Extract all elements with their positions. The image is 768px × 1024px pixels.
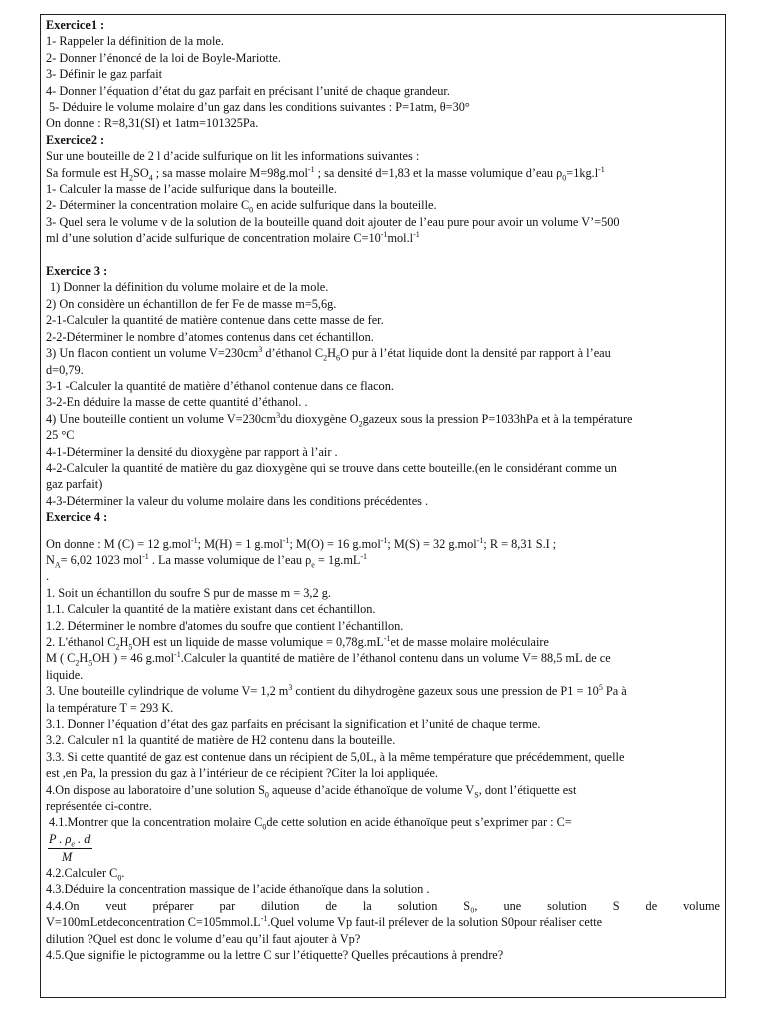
ex4-question-3-line2: la température T = 293 K. (46, 700, 174, 715)
ex4-question-4-5: 4.5.Que signifie le pictogramme ou la lettre C sur l’étiquette? Quelles précautions à prendre? (46, 947, 504, 962)
ex3-question-4-1: 4-1-Déterminer la densité du dioxygène par rapport à l’air . (46, 444, 338, 459)
ex1-given: On donne : R=8,31(SI) et 1atm=101325Pa. (46, 116, 259, 131)
ex3-question-4-3: 4-3-Déterminer la valeur du volume molaire dans les conditions précédentes . (46, 493, 429, 508)
ex4-question-3-1: 3.1. Donner l’équation d’état des gaz parfaits en précisant la signification et l’unité de chaque terme. (46, 717, 541, 732)
ex3-question-3-line2: d=0,79. (46, 362, 84, 377)
concentration-formula (46, 831, 720, 865)
ex3-question-2-1: 2-1-Calculer la quantité de matière contenue dans cette masse de fer. (46, 313, 384, 328)
ex3-question-1: 1) Donner la définition du volume molaire et de la mole. (50, 280, 329, 295)
ex4-question-3: 3. Une bouteille cylindrique de volume V= 1,2 $m^3$ contient du dihydrogène gazeux sous une pression de $P1 = 10^5$ Pa à (46, 683, 627, 699)
ex4-question-4-4-line2: V=100mLetdeconcentration $C=105mmol.L^{-1}.Quel$ volume Vp faut-il prélever de la solution S0pour réaliser cette (46, 914, 603, 930)
ex4-question-4-3: 4.3.Déduire la concentration massique de l’acide éthanoïque dans la solution . (46, 882, 430, 897)
ex4-question-2: 2. L'éthanol $C_2H_5OH$ est un liquide de masse volumique = $0,78g.mL^{-1}et$ de masse molaire moléculaire (46, 634, 549, 651)
ex3-question-4-2-line2: gaz parfait) (46, 477, 103, 492)
ex3-question-3-1: 3-1 -Calculer la quantité de matière d’éthanol contenue dans ce flacon. (46, 378, 394, 393)
ex4-question-3-2: 3.2. Calculer n1 la quantité de matière de H2 contenu dans la bouteille. (46, 733, 396, 748)
formula-numerator: P . $\rho_e$ . d (49, 831, 91, 849)
formula-denominator: M (62, 850, 73, 865)
ex4-question-3-3-line2: est ,en Pa, la pression du gaz à l’intérieur de ce récipient ?Citer la loi appliquée. (46, 766, 438, 781)
ex4-question-3-3-line1: 3.3. Si cette quantité de gaz est contenue dans un récipient de 5,0L, à la même température que précédemment, quelle (46, 749, 625, 764)
spacer (46, 247, 720, 263)
ex4-given-line1: On donne : M (C) = 12 g.mol$^{-1}$; M(H) = 1 g.mol$^{-1}$; M(O) = 16 g.mol$^{-1}$; M(S) = 32 g.mol$^{-1}$; R = 8,31 S.I ; (46, 535, 557, 551)
ex1-question-4: 4- Donner l’équation d’état du gaz parfait en précisant l’unité de chaque grandeur. (46, 83, 450, 98)
ex4-question-1: 1. Soit un échantillon du soufre S pur de masse m = 3,2 g. (46, 585, 331, 600)
spacer (46, 526, 720, 536)
formula-fraction (48, 831, 92, 866)
ex3-question-4-2-line1: 4-2-Calculer la quantité de matière du gaz dioxygène qui se trouve dans cette bouteille.(en le considérant comme un (46, 460, 617, 475)
exercise-2-title: Exercice2 : (46, 132, 105, 147)
ex4-question-4-line2: représentée ci-contre. (46, 799, 152, 814)
exercise-4-title: Exercice 4 : (46, 510, 108, 525)
ex4-question-2-line2: M ( $C_2H_5OH$ ) = 46 g.mol$^{-1}$.Calculer la quantité de matière de l’éthanol contenu dans un volume V= 88,5 mL de ce (46, 650, 611, 667)
ex2-question-2: 2- Déterminer la concentration molaire $C_0$ en acide sulfurique dans la bouteille. (46, 198, 437, 214)
ex2-question-3-line1: 3- Quel sera le volume v de la solution de la bouteille quand doit ajouter de l’eau pure pour avoir un volume V’=500 (46, 214, 620, 229)
ex4-question-2-line3: liquide. (46, 667, 84, 682)
ex4-given-line2: $N_A= 6,02$ 1023 mol$^{-1}$ . La masse volumique de l’eau $\rho_e = 1g.mL^{-1}$ (46, 551, 368, 569)
ex4-question-4-2: 4.2.Calculer $C_0$. (46, 865, 125, 882)
ex1-question-3: 3- Définir le gaz parfait (46, 67, 163, 82)
ex4-question-4-1: 4.1.Montrer que la concentration molaire $C_0de$ cette solution en acide éthanoïque peut s’exprimer par : C= (49, 815, 572, 831)
ex1-question-1: 1- Rappeler la définition de la mole. (46, 34, 224, 49)
ex4-question-4-4-line1: 4.4.On veut préparer par dilution de la solution S₀, une solution S de volume (46, 898, 720, 913)
ex3-question-4-line2: 25 °C (46, 428, 75, 443)
ex4-dot: . (46, 569, 50, 584)
ex3-question-3-2: 3-2-En déduire la masse de cette quantité d’éthanol. . (46, 395, 308, 410)
ex1-question-2: 2- Donner l’énoncé de la loi de Boyle-Mariotte. (46, 50, 281, 65)
ex3-question-3: 3) Un flacon contient un volume $V=230cm^3$ d’éthanol $C_2H_6O$ pur à l’état liquide dont la densité par rapport à l’eau (46, 345, 611, 362)
ex3-question-2: 2) On considère un échantillon de fer Fe de masse m=5,6g. (46, 296, 337, 311)
ex4-question-1-2: 1.2. Déterminer le nombre d'atomes du soufre que contient l’échantillon. (46, 618, 404, 633)
ex2-question-3-line2: ml d’une solution d’acide sulfurique de concentration molaire $C=10^{-1}mol.l^{-1}$ (46, 230, 420, 246)
ex2-question-1: 1- Calculer la masse de l’acide sulfurique dans la bouteille. (46, 182, 337, 197)
ex3-question-4: 4) Une bouteille contient un volume $V=230cm^3du$ dioxygène $O_2gazeux$ sous la pression P=1033hPa et à la température (46, 410, 633, 428)
ex1-question-5: 5- Déduire le volume molaire d’un gaz dans les conditions suivantes : P=1atm, θ=30° (49, 100, 470, 115)
ex4-question-4: 4.On dispose au laboratoire d’une solution $S_0$ aqueuse d’acide éthanoïque de volume $V_S$, dont l’étiquette est (46, 782, 577, 799)
ex2-formula-line: Sa formule est $H_2SO_4$ ; sa masse molaire M=98g.mol$^{-1}$ ; sa densité d=1,83 et la masse volumique d’eau $\rho_0=1kg.l^{-1}$ (46, 164, 605, 182)
ex4-question-1-1: 1.1. Calculer la quantité de la matière existant dans cet échantillon. (46, 602, 376, 617)
ex2-intro: Sur une bouteille de 2 l d’acide sulfurique on lit les informations suivantes : (46, 149, 420, 164)
exercise-sheet (40, 14, 726, 998)
exercise-1-title: Exercice1 : (46, 18, 105, 32)
exercise-3-title: Exercice 3 : (46, 264, 108, 279)
ex4-question-4-4-line3: dilution ?Quel est donc le volume d’eau qu’il faut ajouter à Vp? (46, 931, 361, 946)
ex3-question-2-2: 2-2-Déterminer le nombre d’atomes contenus dans cet échantillon. (46, 329, 374, 344)
